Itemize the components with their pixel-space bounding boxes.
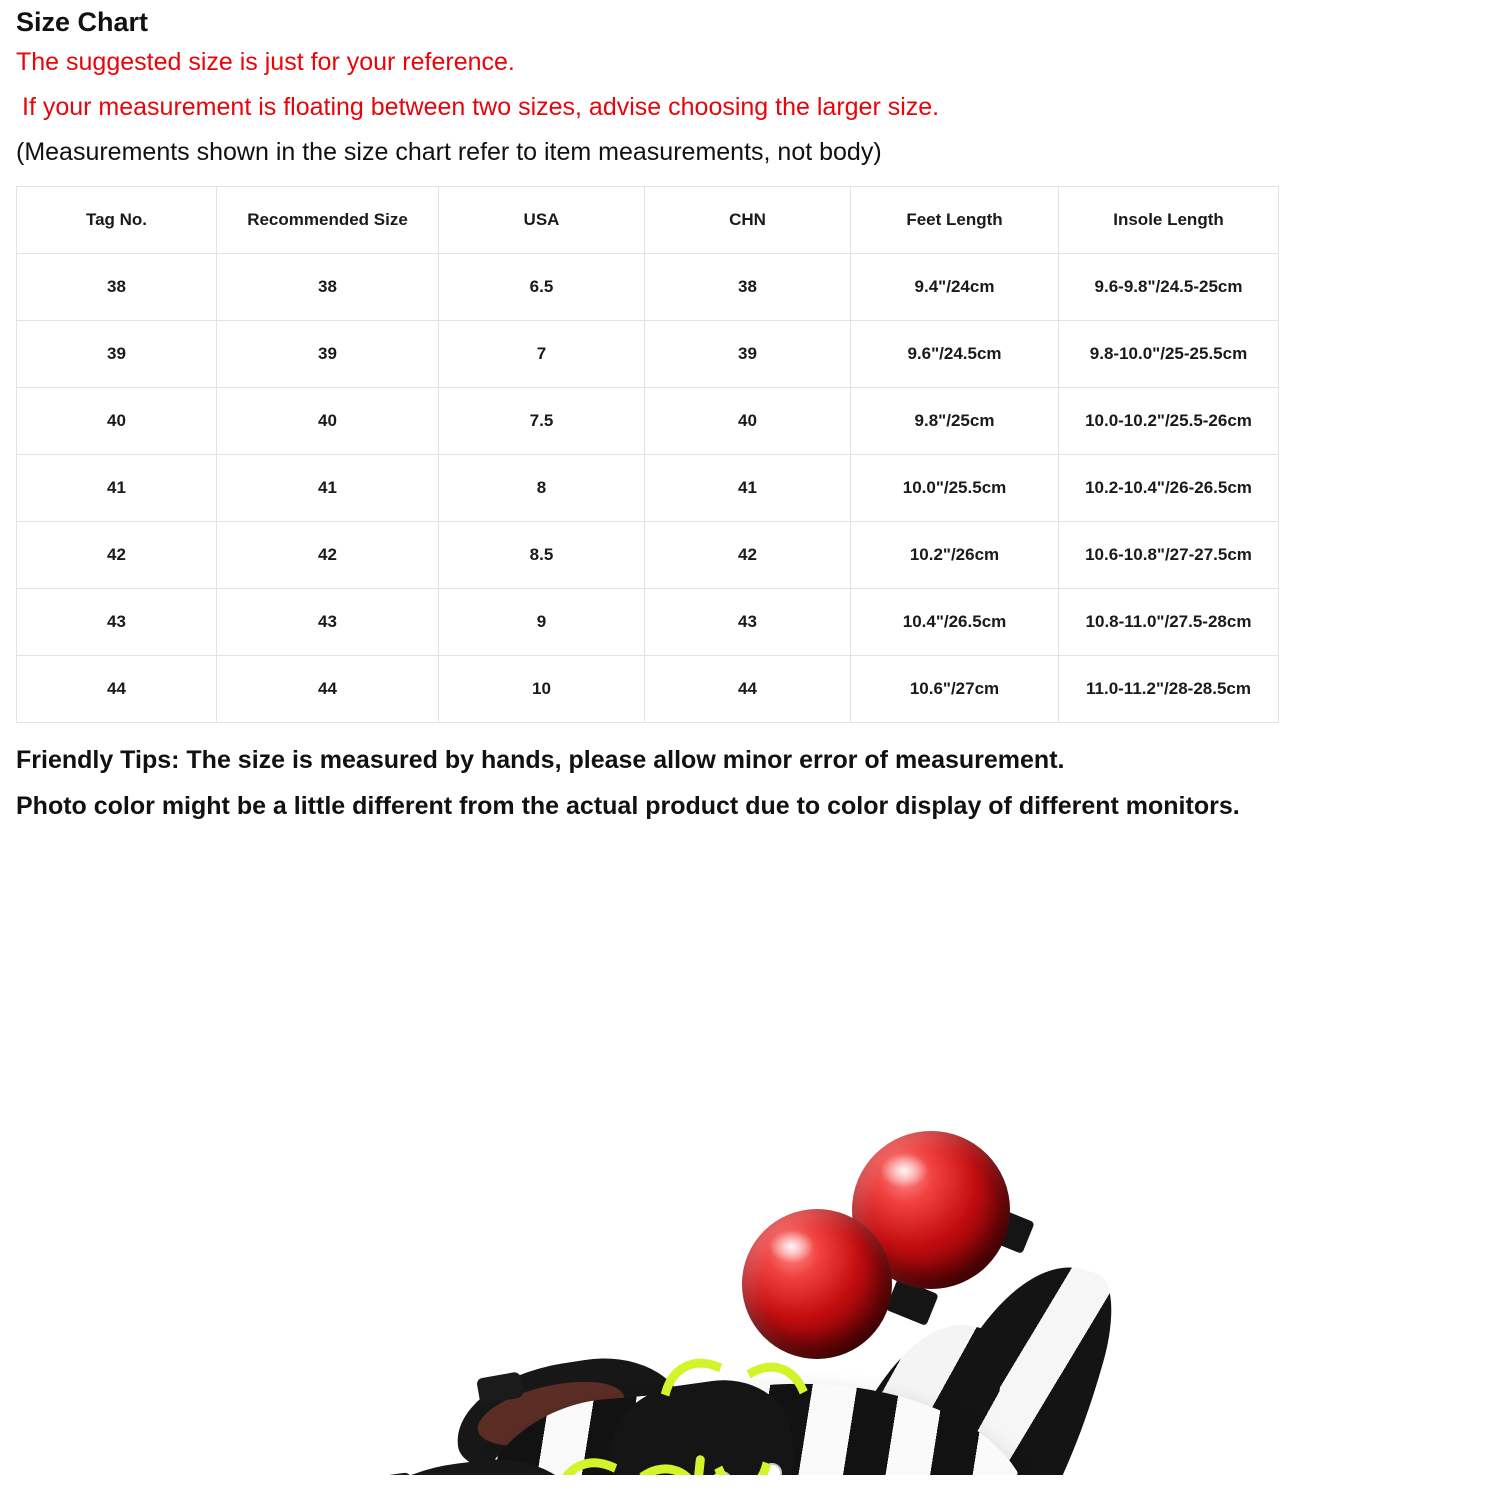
cell-recommended-size: 41 xyxy=(217,455,439,522)
table-row xyxy=(17,455,1279,522)
cell-tag-no: 41 xyxy=(17,455,217,522)
cell-usa: 8 xyxy=(439,455,645,522)
cell-tag-no: 40 xyxy=(17,388,217,455)
cell-chn: 40 xyxy=(645,388,851,455)
shoe-clasp-front xyxy=(366,1472,413,1475)
cell-chn: 43 xyxy=(645,589,851,656)
cell-tag-no: 44 xyxy=(17,656,217,723)
cell-feet-length: 9.6"/24.5cm xyxy=(851,321,1059,388)
column-header-feet-length: Feet Length xyxy=(851,187,1059,254)
cell-insole-length: 10.8-11.0"/27.5-28cm xyxy=(1059,589,1279,656)
friendly-tip-2: Photo color might be a little different from the actual product due to color display of different monitors. xyxy=(16,792,1240,820)
table-row xyxy=(17,522,1279,589)
cell-chn: 39 xyxy=(645,321,851,388)
cell-tag-no: 38 xyxy=(17,254,217,321)
cell-recommended-size: 43 xyxy=(217,589,439,656)
column-header-chn: CHN xyxy=(645,187,851,254)
cell-feet-length: 10.0"/25.5cm xyxy=(851,455,1059,522)
cell-insole-length: 10.6-10.8"/27-27.5cm xyxy=(1059,522,1279,589)
cell-usa: 6.5 xyxy=(439,254,645,321)
cell-usa: 10 xyxy=(439,656,645,723)
column-header-tag-no: Tag No. xyxy=(17,187,217,254)
column-header-usa: USA xyxy=(439,187,645,254)
cell-insole-length: 9.6-9.8"/24.5-25cm xyxy=(1059,254,1279,321)
cell-usa: 7.5 xyxy=(439,388,645,455)
cell-feet-length: 9.4"/24cm xyxy=(851,254,1059,321)
cell-usa: 7 xyxy=(439,321,645,388)
cell-usa: 8.5 xyxy=(439,522,645,589)
cell-recommended-size: 44 xyxy=(217,656,439,723)
cell-feet-length: 9.8"/25cm xyxy=(851,388,1059,455)
cell-insole-length: 10.2-10.4"/26-26.5cm xyxy=(1059,455,1279,522)
cell-chn: 42 xyxy=(645,522,851,589)
cell-feet-length: 10.2"/26cm xyxy=(851,522,1059,589)
page-title: Size Chart xyxy=(16,7,149,37)
product-photo xyxy=(0,835,1496,1475)
cell-chn: 38 xyxy=(645,254,851,321)
cell-recommended-size: 39 xyxy=(217,321,439,388)
table-row xyxy=(17,589,1279,656)
table-header-row xyxy=(17,187,1279,254)
cell-tag-no: 43 xyxy=(17,589,217,656)
column-header-recommended-size: Recommended Size xyxy=(217,187,439,254)
cell-usa: 9 xyxy=(439,589,645,656)
measurement-note: (Measurements shown in the size chart refer to item measurements, not body) xyxy=(16,138,882,166)
table-row xyxy=(17,254,1279,321)
cell-recommended-size: 40 xyxy=(217,388,439,455)
table-row xyxy=(17,388,1279,455)
cell-chn: 41 xyxy=(645,455,851,522)
red-ball-front xyxy=(742,1209,892,1359)
warning-line-2: If your measurement is floating between two sizes, advise choosing the larger size. xyxy=(22,93,940,121)
cell-tag-no: 39 xyxy=(17,321,217,388)
cell-tag-no: 42 xyxy=(17,522,217,589)
warning-line-1: The suggested size is just for your reference. xyxy=(16,48,515,76)
cell-insole-length: 11.0-11.2"/28-28.5cm xyxy=(1059,656,1279,723)
table-row xyxy=(17,321,1279,388)
friendly-tips xyxy=(8,737,1488,829)
cell-insole-length: 10.0-10.2"/25.5-26cm xyxy=(1059,388,1279,455)
friendly-tip-1: Friendly Tips: The size is measured by hands, please allow minor error of measurement. xyxy=(16,746,1065,774)
cell-feet-length: 10.6"/27cm xyxy=(851,656,1059,723)
cell-recommended-size: 38 xyxy=(217,254,439,321)
size-chart-table xyxy=(16,186,1279,723)
clown-shoes-illustration xyxy=(0,835,1496,1475)
cell-chn: 44 xyxy=(645,656,851,723)
cell-feet-length: 10.4"/26.5cm xyxy=(851,589,1059,656)
cell-recommended-size: 42 xyxy=(217,522,439,589)
table-row xyxy=(17,656,1279,723)
size-chart-page xyxy=(0,4,1496,1504)
column-header-insole-length: Insole Length xyxy=(1059,187,1279,254)
cell-insole-length: 9.8-10.0"/25-25.5cm xyxy=(1059,321,1279,388)
